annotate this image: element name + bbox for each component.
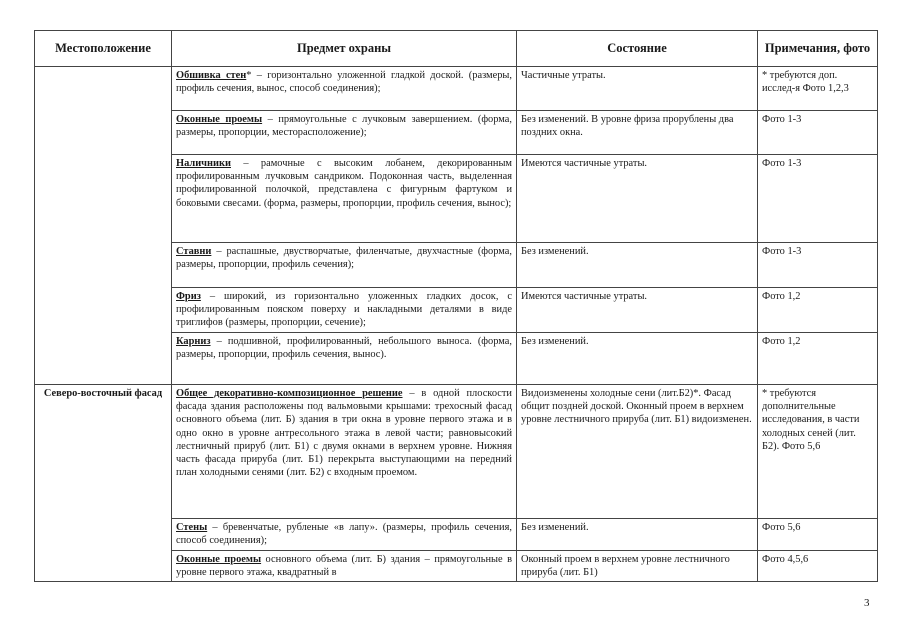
header-condition: Состояние — [517, 31, 758, 67]
notes-cell: Фото 1-3 — [758, 243, 878, 288]
subject-text: – в одной плоскости фасада здания расположены под вальмовыми крышами: трехосный фасад основного объема (лит. Б) здания в три окна в уровне первого этажа и в одно окно в уровне антресольного этажа в левой части; равновысокий лестничный прируб (лит. Б1) с двумя окнами в верхнем уровне. Нижняя часть фасада прируба (лит. Б1) перекрыта выступающими на передний план холодными сенями (лит. Б2) с входным проемом. — [176, 388, 512, 479]
subject-cell — [172, 288, 517, 333]
subject-text: * – горизонтально уложенной гладкой доской. (размеры, профиль сечения, вынос, способ соединения); — [176, 70, 512, 95]
header-location: Местоположение — [35, 31, 172, 67]
subject-cell — [172, 333, 517, 385]
notes-cell: * требуются дополнительные исследования, в части холодных сеней (лит. Б2). Фото 5,6 — [758, 385, 878, 519]
subject-term: Оконные проемы — [176, 114, 263, 125]
table-row — [35, 67, 878, 111]
protection-table — [34, 30, 878, 582]
location-cell: Северо-восточный фасад — [35, 385, 172, 582]
table-row — [35, 385, 878, 519]
subject-cell — [172, 519, 517, 551]
subject-text: – прямоугольные с лучковым завершением. (форма, размеры, пропорции, месторасположение); — [176, 114, 513, 139]
subject-cell — [172, 155, 517, 243]
subject-cell — [172, 385, 517, 519]
notes-cell: Фото 4,5,6 — [758, 551, 878, 582]
subject-term: Ставни — [176, 246, 212, 257]
condition-cell: Видоизменены холодные сени (лит.Б2)*. Фасад общит поздней доской. Оконный проем в верхнем уровне лестничного прируба (лит. Б1) видоизменен. — [517, 385, 758, 519]
subject-text: – распашные, двустворчатые, филенчатые, двухчастные (форма, размеры, пропорции, профиль сечения); — [176, 246, 512, 271]
condition-cell: Без изменений. — [517, 243, 758, 288]
condition-cell: Имеются частичные утраты. — [517, 155, 758, 243]
condition-cell: Без изменений. — [517, 333, 758, 385]
subject-term: Стены — [176, 522, 208, 533]
subject-text: – бревенчатые, рубленые «в лапу». (размеры, профиль сечения, способ соединения); — [176, 522, 512, 547]
subject-term: Общее декоративно-композиционное решение — [176, 388, 403, 399]
subject-text: – широкий, из горизонтально уложенных гладких досок, с профилированным пояском поверху и накладными деталями в виде триглифов (размеры, пропорции, сечение); — [176, 291, 512, 329]
condition-cell: Без изменений. — [517, 519, 758, 551]
header-subject: Предмет охраны — [172, 31, 517, 67]
subject-term: Карниз — [176, 336, 211, 347]
subject-term: Фриз — [176, 291, 201, 302]
notes-cell: Фото 1-3 — [758, 111, 878, 155]
condition-cell: Имеются частичные утраты. — [517, 288, 758, 333]
notes-cell: Фото 5,6 — [758, 519, 878, 551]
subject-cell — [172, 243, 517, 288]
notes-cell: Фото 1-3 — [758, 155, 878, 243]
subject-term: Обшивка стен — [176, 70, 247, 81]
subject-cell — [172, 111, 517, 155]
subject-term: Наличники — [176, 158, 231, 169]
page-number: 3 — [864, 597, 870, 609]
notes-cell: Фото 1,2 — [758, 333, 878, 385]
condition-cell: Без изменений. В уровне фриза прорублены два поздних окна. — [517, 111, 758, 155]
notes-cell: Фото 1,2 — [758, 288, 878, 333]
subject-text: – подшивной, профилированный, небольшого выноса. (форма, размеры, пропорции, профиль сечения, вынос). — [176, 336, 512, 361]
location-cell — [35, 67, 172, 385]
table-header-row — [35, 31, 878, 67]
header-notes: Примечания, фото — [758, 31, 878, 67]
subject-text: – рамочные с высоким лобанем, декорированным профилированным лучковым сандриком. Подоконная часть, выделенная профилированной полочкой, представлена с фигурным фартуком и боковыми свесами. (форма, размеры, пропорции, профиль сечения, вынос); — [176, 158, 512, 209]
subject-text: основного объема (лит. Б) здания – прямоугольные в уровне первого этажа, квадратный в — [176, 554, 512, 579]
subject-term: Оконные проемы — [176, 554, 262, 565]
subject-cell — [172, 67, 517, 111]
subject-cell — [172, 551, 517, 582]
condition-cell: Оконный проем в верхнем уровне лестничного прируба (лит. Б1) — [517, 551, 758, 582]
condition-cell: Частичные утраты. — [517, 67, 758, 111]
notes-cell: * требуются доп. исслед-я Фото 1,2,3 — [758, 67, 878, 111]
